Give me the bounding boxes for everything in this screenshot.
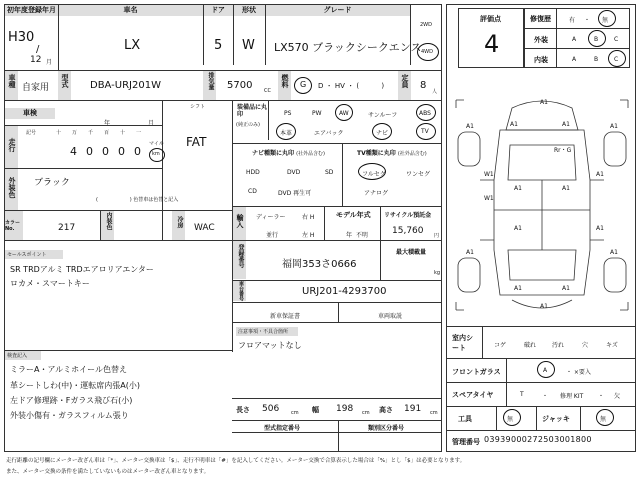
- month-value: 12: [30, 55, 42, 65]
- tool-value: 無: [507, 416, 514, 423]
- divider: [496, 406, 497, 430]
- inspection-line: 外装小傷有・ガラスフィルム張り: [10, 411, 129, 420]
- navi-hdd: HDD: [246, 169, 260, 176]
- caution-value: フロアマットなし: [238, 341, 302, 350]
- diagram-label: A1: [596, 225, 604, 232]
- door-value: 5: [214, 38, 223, 53]
- month-unit: 月: [46, 59, 53, 66]
- fuel-options: D ・ HV ・ ( ): [318, 82, 385, 90]
- divider: [446, 406, 636, 407]
- diagram-label: W1: [484, 195, 494, 202]
- year-value: H30: [8, 30, 35, 45]
- equip-tv: TV: [421, 128, 429, 135]
- kind-label: 車種: [5, 71, 18, 100]
- manual-label: 車両取説: [378, 313, 403, 320]
- repair-no: 無: [602, 17, 609, 24]
- inspection-line: 革シートしわ(中)・運転席内張A(小): [10, 381, 140, 390]
- repair-yes: 有: [569, 17, 576, 24]
- divider: [233, 5, 234, 65]
- grade-value: LX570 ブラックシークエンス: [274, 41, 422, 54]
- divider: [5, 168, 162, 169]
- diagram-label: A1: [562, 285, 570, 292]
- unit-label: 一: [136, 130, 142, 136]
- equip-ps: PS: [284, 110, 292, 117]
- unit-label: 百: [104, 130, 110, 136]
- divider: [203, 5, 204, 65]
- equip-leather: 本革: [280, 130, 293, 137]
- width-value: 198: [336, 404, 354, 414]
- name-col-header: 車名: [58, 5, 203, 16]
- equipment-label: 装備品に丸印: [237, 104, 268, 118]
- unit-label: 万: [72, 130, 78, 136]
- inspect-year: 年: [104, 120, 111, 127]
- jack-value: 無: [600, 416, 607, 423]
- diagram-label: A1: [510, 121, 518, 128]
- mileage-digit: 0: [86, 145, 93, 158]
- inspect-month: 月: [148, 120, 155, 127]
- unit-label-kigou: 記号: [26, 130, 37, 136]
- divider: [5, 100, 442, 101]
- divider: [232, 420, 442, 421]
- import-left: 左 H: [302, 232, 315, 239]
- width-label: 幅: [312, 406, 319, 414]
- grade-col-header: グレード: [265, 5, 410, 16]
- tv-fullseg: フルセグ: [362, 171, 386, 178]
- mileage-digit: 0: [118, 145, 125, 158]
- shift-value: FAT: [186, 135, 207, 149]
- divider: [580, 406, 581, 430]
- tv-title-sub: (社外品含む): [397, 151, 427, 157]
- navi-title-text: ナビ種類に丸印: [252, 150, 295, 157]
- ac-value: WAC: [194, 223, 215, 233]
- import-parallel: 並行: [266, 232, 279, 239]
- fuel-g: G: [300, 80, 307, 89]
- unit-label: 千: [88, 130, 94, 136]
- chassis-label: 車台番号: [233, 281, 246, 301]
- plate-value: 福岡353さ0666: [282, 259, 357, 270]
- diagram-label: Rr・G: [554, 147, 572, 154]
- km-label: km: [152, 151, 160, 157]
- divider: [482, 326, 483, 358]
- diagram-label: A1: [610, 249, 618, 256]
- model-year-label: モデル年式: [336, 211, 371, 219]
- recycle-label: リサイクル預託金: [384, 212, 432, 219]
- car-damage-diagram: [450, 90, 634, 320]
- navi-cd: CD: [248, 188, 257, 195]
- inspect-label: 車検: [5, 108, 55, 119]
- ext-b: B: [594, 36, 599, 43]
- width-cm: cm: [362, 410, 370, 416]
- tool-label: 工具: [458, 415, 472, 423]
- diagram-label: A1: [466, 249, 474, 256]
- sales-label: セールスポイント: [5, 250, 63, 259]
- divider: [506, 358, 507, 382]
- cap-value: 8: [420, 80, 427, 91]
- import-right: 右 H: [302, 214, 315, 221]
- color-no-value: 217: [58, 223, 76, 233]
- repair-dot: ・: [584, 17, 591, 24]
- equip-sunroof: サンルーフ: [368, 112, 398, 119]
- mgmt-value: 03939000272503001800: [484, 435, 592, 444]
- cap-label: 定員: [398, 71, 411, 100]
- inspection-line: ミラーA・アルミホイール色替え: [10, 365, 127, 374]
- recycle-value: 15,760: [392, 226, 424, 236]
- equip-airbag: エアバック: [314, 130, 344, 137]
- equipment-sub: (純正のみ): [236, 122, 260, 128]
- front-glass-label: フロントガラス: [452, 368, 501, 376]
- divider: [58, 5, 59, 70]
- divider: [162, 100, 163, 240]
- footer-note-1: 走行距離の記号欄にメーター改ざん車は「*」、メーター交換車は「$」、走行不明車は「#」を記入してください。メーター交換で合算表示した場合は「%」とし「$」は必要となります。: [6, 458, 466, 464]
- model-year-value: 年 不明: [346, 232, 368, 239]
- shape-col-header: 形状: [233, 5, 265, 16]
- diagram-label: A1: [514, 285, 522, 292]
- length-cm: cm: [291, 410, 299, 416]
- jack-label: ジャッキ: [542, 415, 570, 423]
- length-value: 506: [262, 404, 280, 414]
- shift-label: シフト: [190, 104, 206, 110]
- divider: [446, 382, 636, 383]
- divider: [536, 406, 537, 430]
- mile-label: マイル: [149, 141, 164, 147]
- recycle-yen: 円: [434, 233, 440, 239]
- diagram-label: A1: [540, 99, 548, 106]
- divider: [524, 28, 630, 29]
- model-value: DBA-URJ201W: [90, 80, 161, 91]
- door-col-header: ドア: [203, 5, 233, 16]
- seat-opt: 破れ: [524, 342, 537, 349]
- score-label: 評価点: [480, 15, 501, 23]
- equip-abs: ABS: [419, 110, 431, 117]
- diagram-label: A1: [610, 123, 618, 130]
- chassis-value: URJ201-4293700: [302, 286, 387, 297]
- max-load-kg: kg: [434, 270, 441, 276]
- mileage-digit: 0: [102, 145, 109, 158]
- exterior-change-note: ( ) 色替車は色替と記入: [96, 197, 179, 203]
- exterior-grade-label: 外装: [534, 36, 548, 44]
- type-number-label: 型式指定番号: [264, 425, 301, 432]
- spare-opt: ・: [542, 393, 549, 400]
- seat-opt: コゲ: [494, 342, 507, 349]
- divider: [446, 326, 636, 327]
- diagram-label: A1: [562, 121, 570, 128]
- diagram-label: A1: [514, 185, 522, 192]
- cc-unit: CC: [264, 88, 271, 94]
- navi-dvd-play: DVD 再生可: [278, 190, 312, 197]
- divider: [5, 125, 162, 126]
- sales-line: SR TRDアルミ TRDエアロリアエンター: [10, 265, 154, 274]
- interior-grade-label: 内装: [534, 56, 548, 64]
- divider: [5, 240, 442, 241]
- disp-value: 5700: [227, 80, 253, 91]
- mileage-digit: 4: [70, 145, 77, 158]
- height-cm: cm: [430, 410, 438, 416]
- disp-label: 排気量: [203, 71, 216, 100]
- sales-line: ロカメ・スマートキー: [10, 279, 90, 288]
- front-glass-note: ・ ×要入: [566, 369, 591, 376]
- divider: [524, 48, 630, 49]
- kind-value: 自家用: [22, 83, 50, 93]
- divider: [232, 206, 442, 207]
- seat-label: 室内シート: [452, 334, 473, 352]
- divider: [342, 143, 343, 206]
- shape-value: W: [242, 38, 255, 53]
- exterior-label: 外装色: [5, 169, 18, 210]
- divider: [265, 5, 266, 65]
- tv-analog: アナログ: [364, 190, 389, 197]
- height-value: 191: [404, 404, 422, 414]
- color-no-label: カラーNo.: [5, 211, 23, 240]
- unit-label: 十: [56, 130, 62, 136]
- tv-title: [357, 148, 427, 157]
- divider: [446, 358, 636, 359]
- ext-c: C: [614, 36, 619, 43]
- navi-dvd: DVD: [287, 169, 301, 176]
- diagram-label: W1: [484, 171, 494, 178]
- year-slash: /: [36, 44, 40, 55]
- diagram-label: A1: [514, 225, 522, 232]
- seat-opt: キズ: [606, 342, 618, 349]
- divider: [5, 210, 232, 211]
- divider: [446, 430, 636, 431]
- divider: [324, 206, 325, 240]
- int-c: C: [614, 56, 619, 63]
- divider: [556, 8, 557, 68]
- inspection-line: 左ドア修理跡・Fガラス飛び石(小): [10, 396, 133, 405]
- divider: [232, 280, 442, 281]
- int-b: B: [594, 56, 599, 63]
- divider: [232, 398, 442, 399]
- import-label: 輸入: [233, 207, 246, 240]
- unit-label: 十: [120, 130, 126, 136]
- spare-label: スペアタイヤ: [452, 391, 494, 399]
- diagram-label: A1: [540, 303, 548, 310]
- int-a: A: [572, 56, 577, 63]
- ac-label: 冷房: [172, 211, 185, 240]
- divider: [232, 143, 442, 144]
- interior-color-label: 内装色: [101, 211, 114, 240]
- model-label: 型式: [58, 71, 71, 100]
- mileage-digit: 0: [134, 145, 141, 158]
- spare-opt: T: [520, 391, 524, 398]
- divider: [232, 432, 442, 433]
- mgmt-label: 管理番号: [452, 438, 480, 446]
- diagram-label: A1: [596, 171, 604, 178]
- cap-unit: 人: [432, 89, 438, 95]
- new-car-warranty-label: 新車保証書: [270, 313, 301, 320]
- fuel-label: 燃料: [278, 71, 291, 100]
- divider: [232, 322, 442, 323]
- class-number-label: 類別区分番号: [368, 425, 405, 432]
- divider: [338, 302, 339, 322]
- equip-pw: PW: [312, 110, 322, 117]
- max-load-label: 最大積載量: [396, 249, 427, 256]
- caution-label: 注意事項・不具合箇所: [236, 327, 298, 336]
- navi-sd: SD: [325, 169, 334, 176]
- drive-4wd: 4WD: [421, 49, 433, 55]
- navi-title-sub: (社外品含む): [296, 151, 326, 157]
- import-dealer: ディーラー: [256, 214, 286, 221]
- height-label: 高さ: [379, 406, 393, 414]
- divider: [268, 100, 269, 140]
- drive-2wd: 2WD: [420, 22, 432, 28]
- seat-opt: 穴: [582, 342, 589, 349]
- spare-opt: 修理 KIT: [560, 393, 584, 400]
- repair-label: 修復歴: [530, 15, 551, 23]
- navi-title: [252, 148, 325, 157]
- spare-opt: ・: [598, 393, 605, 400]
- spare-opt: 欠: [614, 393, 621, 400]
- inspection-notes-label: 検査記入: [5, 351, 41, 360]
- footer-note-2: また、メーター交換の条件を満たしていないものはメーター改ざん車となります。: [6, 469, 210, 475]
- equip-aw: AW: [339, 110, 349, 117]
- diagram-label: A1: [562, 185, 570, 192]
- seat-opt: 汚れ: [552, 342, 565, 349]
- equip-navi: ナビ: [376, 130, 389, 137]
- front-glass-value: A: [543, 367, 548, 374]
- length-label: 長さ: [236, 406, 250, 414]
- divider: [380, 206, 381, 240]
- score-value: 4: [484, 30, 500, 58]
- ext-a: A: [572, 36, 577, 43]
- divider: [410, 5, 411, 65]
- divider: [338, 420, 339, 452]
- exterior-color: ブラック: [34, 178, 70, 188]
- plate-label: 登録番号: [233, 241, 246, 279]
- tv-oneseg: ワンセグ: [406, 171, 431, 178]
- mileage-side-label: 走行: [5, 126, 18, 168]
- car-name-value: LX: [124, 38, 141, 53]
- divider: [380, 240, 381, 280]
- divider: [506, 382, 507, 406]
- tv-title-text: TV種類に丸印: [357, 150, 396, 157]
- diagram-label: A1: [466, 123, 474, 130]
- year-col-header: 初年度登録年月: [7, 6, 56, 14]
